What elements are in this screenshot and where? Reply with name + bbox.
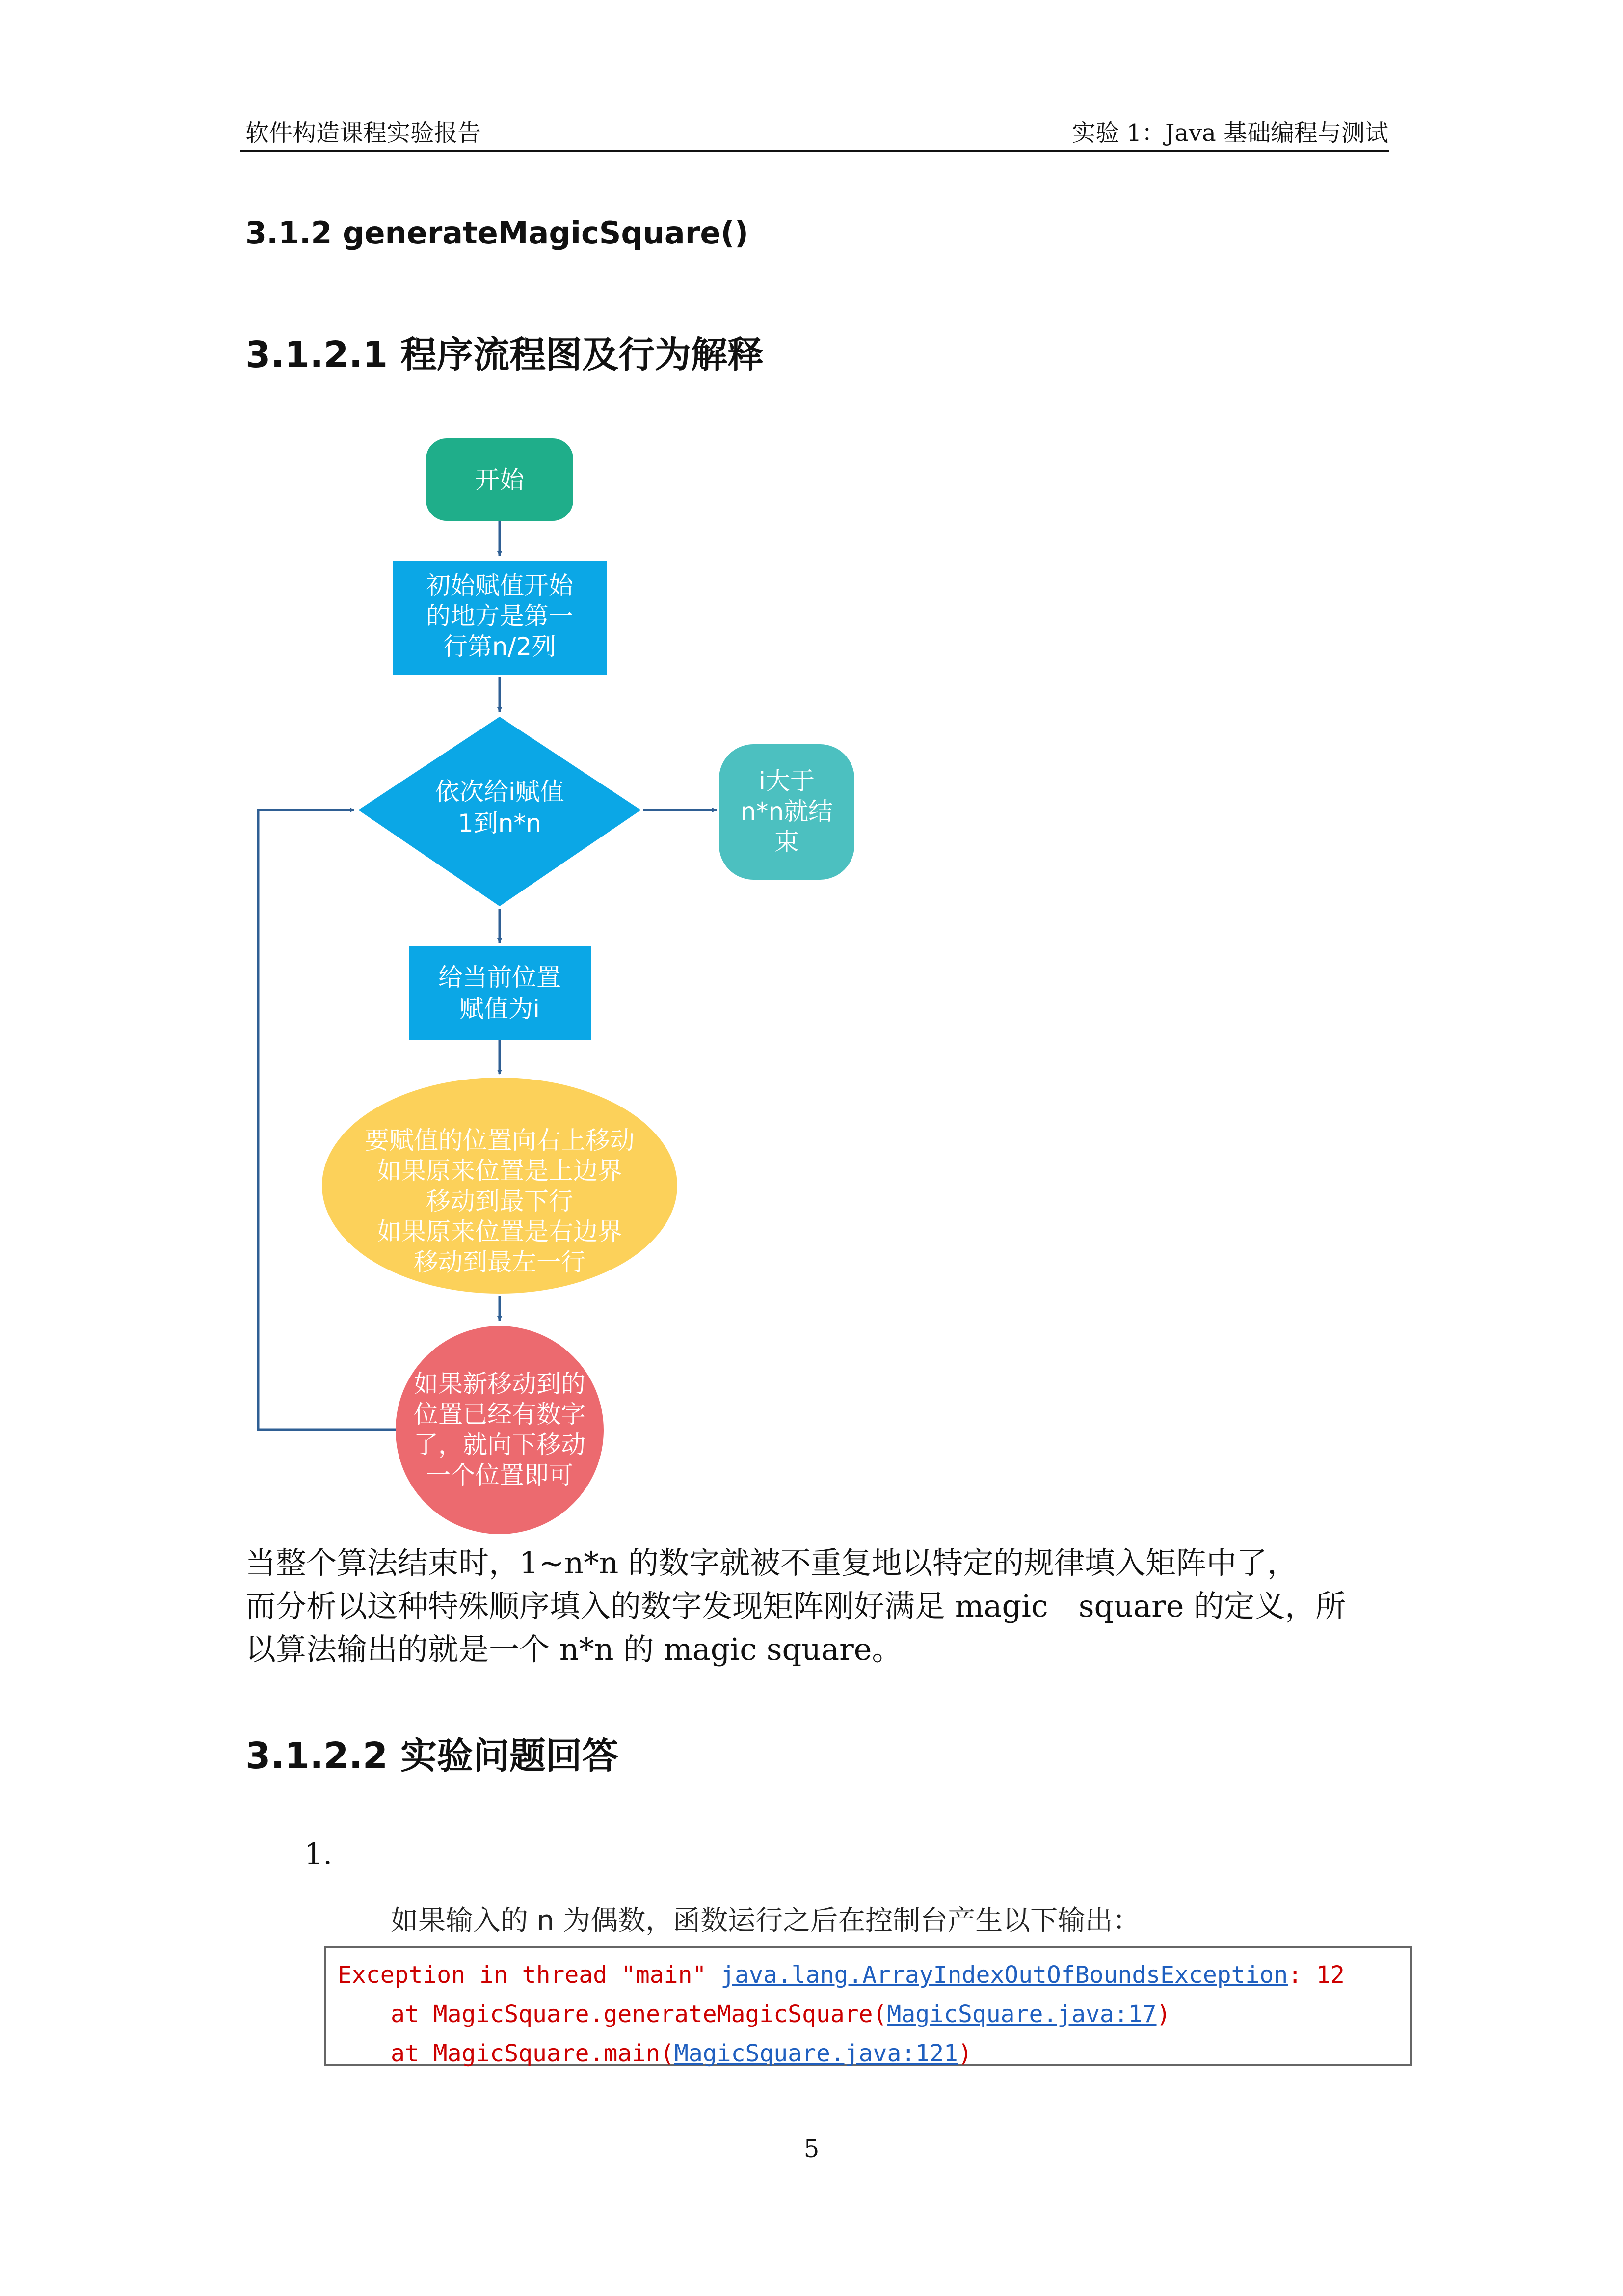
flow-conflict-line-1: 如果新移动到的	[414, 1370, 585, 1398]
console-line-2-suffix: )	[1156, 2000, 1171, 2028]
flow-node-init	[393, 561, 607, 675]
flow-assign-line-2: 赋值为i	[459, 995, 540, 1023]
console-line-2-prefix: at MagicSquare.generateMagicSquare(	[391, 2000, 887, 2028]
flow-end-line-2: n*n就结	[740, 797, 833, 826]
paragraph-line-2: 而分析以这种特殊顺序填入的数字发现矩阵刚好满足 magic square 的定义，所	[245, 1588, 1346, 1624]
section-heading-3-1-2-1: 3.1.2.1 程序流程图及行为解释	[245, 334, 764, 376]
flow-node-start	[426, 438, 573, 521]
console-output	[324, 1946, 1412, 2066]
console-caption: 如果输入的 n 为偶数，函数运行之后在控制台产生以下输出：	[391, 1905, 1141, 1937]
flow-move-line-4: 如果原来位置是右边界	[377, 1217, 622, 1246]
flow-conflict-line-4: 一个位置即可	[426, 1461, 573, 1489]
flow-loop-line-2: 1到n*n	[457, 809, 542, 837]
flow-node-end	[719, 744, 854, 880]
flow-loop-line-1: 依次给i赋值	[435, 778, 564, 806]
flow-conflict-line-2: 位置已经有数字	[414, 1400, 585, 1429]
flow-move-line-5: 移动到最左一行	[414, 1248, 585, 1276]
flow-node-loop	[358, 717, 641, 906]
header-right-title: 实验 1：Java 基础编程与测试	[1072, 119, 1388, 147]
console-line-2	[338, 1995, 1399, 2034]
flow-move-line-1: 要赋值的位置向右上移动	[365, 1126, 635, 1155]
flow-node-conflict	[396, 1326, 604, 1534]
flow-end-line-1: i大于	[759, 767, 815, 795]
console-line-3	[338, 2034, 1399, 2073]
explanation-paragraph	[245, 1541, 1394, 1671]
console-line-3-prefix: at MagicSquare.main(	[391, 2040, 674, 2067]
flow-move-line-3: 移动到最下行	[426, 1187, 573, 1216]
flow-conflict-line-3: 了，就向下移动	[414, 1431, 585, 1459]
paragraph-line-3: 以算法输出的就是一个 n*n 的 magic square。	[245, 1631, 903, 1667]
exception-link[interactable]: java.lang.ArrayIndexOutOfBoundsException	[720, 1961, 1288, 1989]
list-item-number: 1.	[304, 1837, 333, 1871]
flow-assign-line-1: 给当前位置	[438, 963, 561, 992]
console-line-1	[338, 1955, 1399, 1995]
console-line-1-prefix: Exception in thread "main"	[338, 1961, 721, 1989]
flow-node-assign	[409, 946, 591, 1040]
flow-end-line-3: 束	[774, 828, 799, 856]
flow-move-line-2: 如果原来位置是上边界	[377, 1157, 622, 1185]
flow-init-line-3: 行第n/2列	[443, 632, 557, 661]
source-link-line-17[interactable]: MagicSquare.java:17	[887, 2000, 1157, 2028]
flow-init-line-1: 初始赋值开始	[426, 571, 573, 600]
header-left-title: 软件构造课程实验报告	[245, 119, 481, 147]
flow-start-label: 开始	[475, 466, 524, 494]
console-line-1-suffix: : 12	[1288, 1961, 1345, 1989]
paragraph-line-1: 当整个算法结束时，1~n*n 的数字就被不重复地以特定的规律填入矩阵中了，	[245, 1545, 1298, 1581]
flow-node-move	[322, 1078, 677, 1294]
console-line-3-suffix: )	[958, 2040, 972, 2067]
section-heading-3-1-2-2: 3.1.2.2 实验问题回答	[245, 1735, 619, 1777]
section-heading-3-1-2: 3.1.2 generateMagicSquare()	[245, 215, 749, 251]
page-number: 5	[803, 2134, 820, 2163]
flow-init-line-2: 的地方是第一	[426, 602, 573, 630]
source-link-line-121[interactable]: MagicSquare.java:121	[674, 2040, 958, 2067]
